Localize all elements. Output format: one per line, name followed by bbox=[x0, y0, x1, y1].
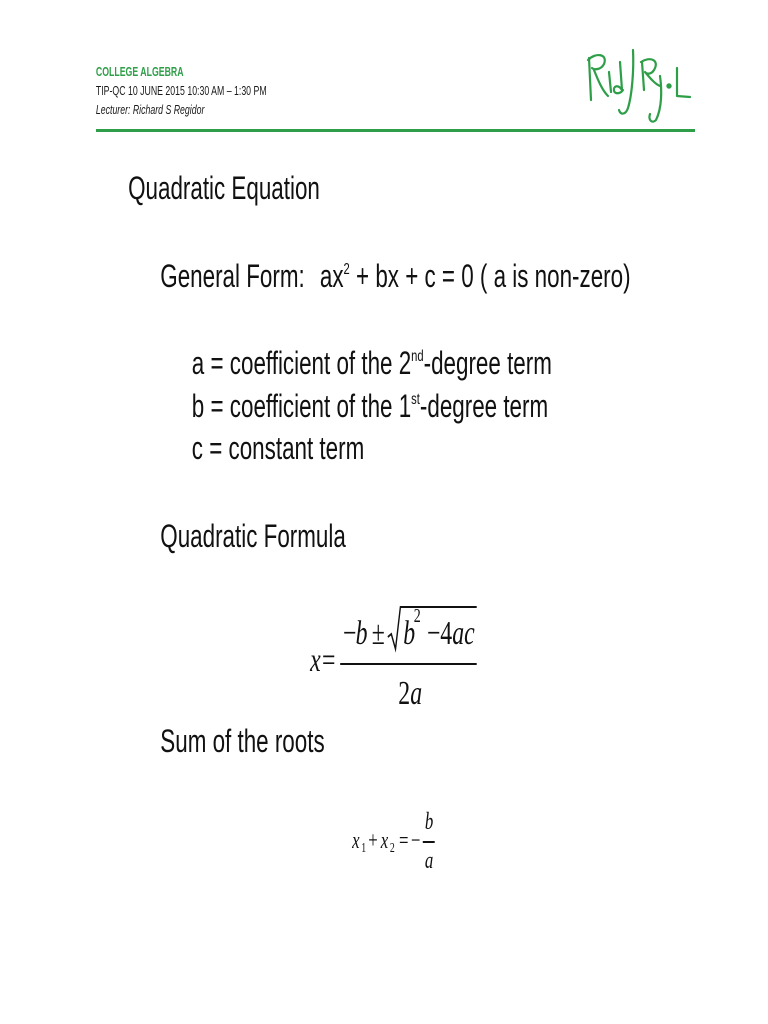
course-title: COLLEGE ALGEBRA bbox=[95, 65, 184, 79]
radicand-b: b bbox=[403, 614, 416, 652]
definition-a bbox=[192, 345, 552, 381]
sum-x1: x bbox=[352, 828, 360, 854]
general-form-label: General Form: bbox=[160, 258, 305, 294]
sum-plus: + bbox=[368, 828, 378, 854]
ordinal-suffix: st bbox=[411, 391, 420, 409]
radicand-minus: − bbox=[427, 614, 441, 652]
sum-fraction-bar bbox=[423, 841, 435, 843]
sum-of-roots-heading: Sum of the roots bbox=[160, 723, 325, 759]
sum-equals: = bbox=[399, 828, 409, 854]
denominator-coefficient: 2 bbox=[398, 674, 411, 712]
radicand-coefficient: 4 bbox=[440, 614, 453, 652]
numerator-b: b bbox=[355, 614, 368, 652]
expression-base: ax bbox=[319, 258, 344, 294]
definition-b bbox=[192, 388, 548, 424]
sum-fraction-denominator: a bbox=[424, 848, 434, 874]
formula-strokes bbox=[336, 600, 483, 670]
plus-minus-sign: ± bbox=[371, 614, 385, 652]
sum-subscript-2: 2 bbox=[389, 841, 395, 856]
definition-text: -degree term bbox=[419, 388, 549, 424]
definition-text: -degree term bbox=[423, 345, 552, 381]
sum-minus: − bbox=[410, 828, 421, 854]
radicand-variables: ac bbox=[452, 614, 475, 652]
general-form-expression bbox=[320, 258, 631, 294]
expression-exponent: 2 bbox=[343, 261, 350, 279]
radicand-exponent: 2 bbox=[413, 605, 421, 627]
definition-c: c = constant term bbox=[191, 430, 365, 466]
denominator-variable: a bbox=[410, 674, 423, 712]
lecturer-name: Lecturer: Richard S Regidor bbox=[95, 103, 205, 117]
expression-rest: + bx + c = 0 ( a is non-zero) bbox=[349, 258, 631, 294]
formula-lhs-x: x bbox=[310, 641, 321, 679]
radical-sign bbox=[388, 607, 477, 652]
definition-text: b = coefficient of the 1 bbox=[191, 388, 412, 424]
sum-x2: x bbox=[380, 828, 389, 854]
class-schedule: TIP-QC 10 JUNE 2015 10:30 AM – 1:30 PM bbox=[95, 84, 267, 98]
definition-text: a = coefficient of the 2 bbox=[191, 345, 412, 381]
ordinal-suffix: nd bbox=[411, 348, 424, 366]
quadratic-formula-heading: Quadratic Formula bbox=[160, 518, 346, 554]
page-title: Quadratic Equation bbox=[128, 170, 320, 206]
sum-subscript-1: 1 bbox=[361, 841, 367, 856]
sum-fraction-numerator: b bbox=[424, 809, 434, 835]
formula-equals: = bbox=[322, 641, 336, 679]
numerator-minus: − bbox=[343, 614, 357, 652]
